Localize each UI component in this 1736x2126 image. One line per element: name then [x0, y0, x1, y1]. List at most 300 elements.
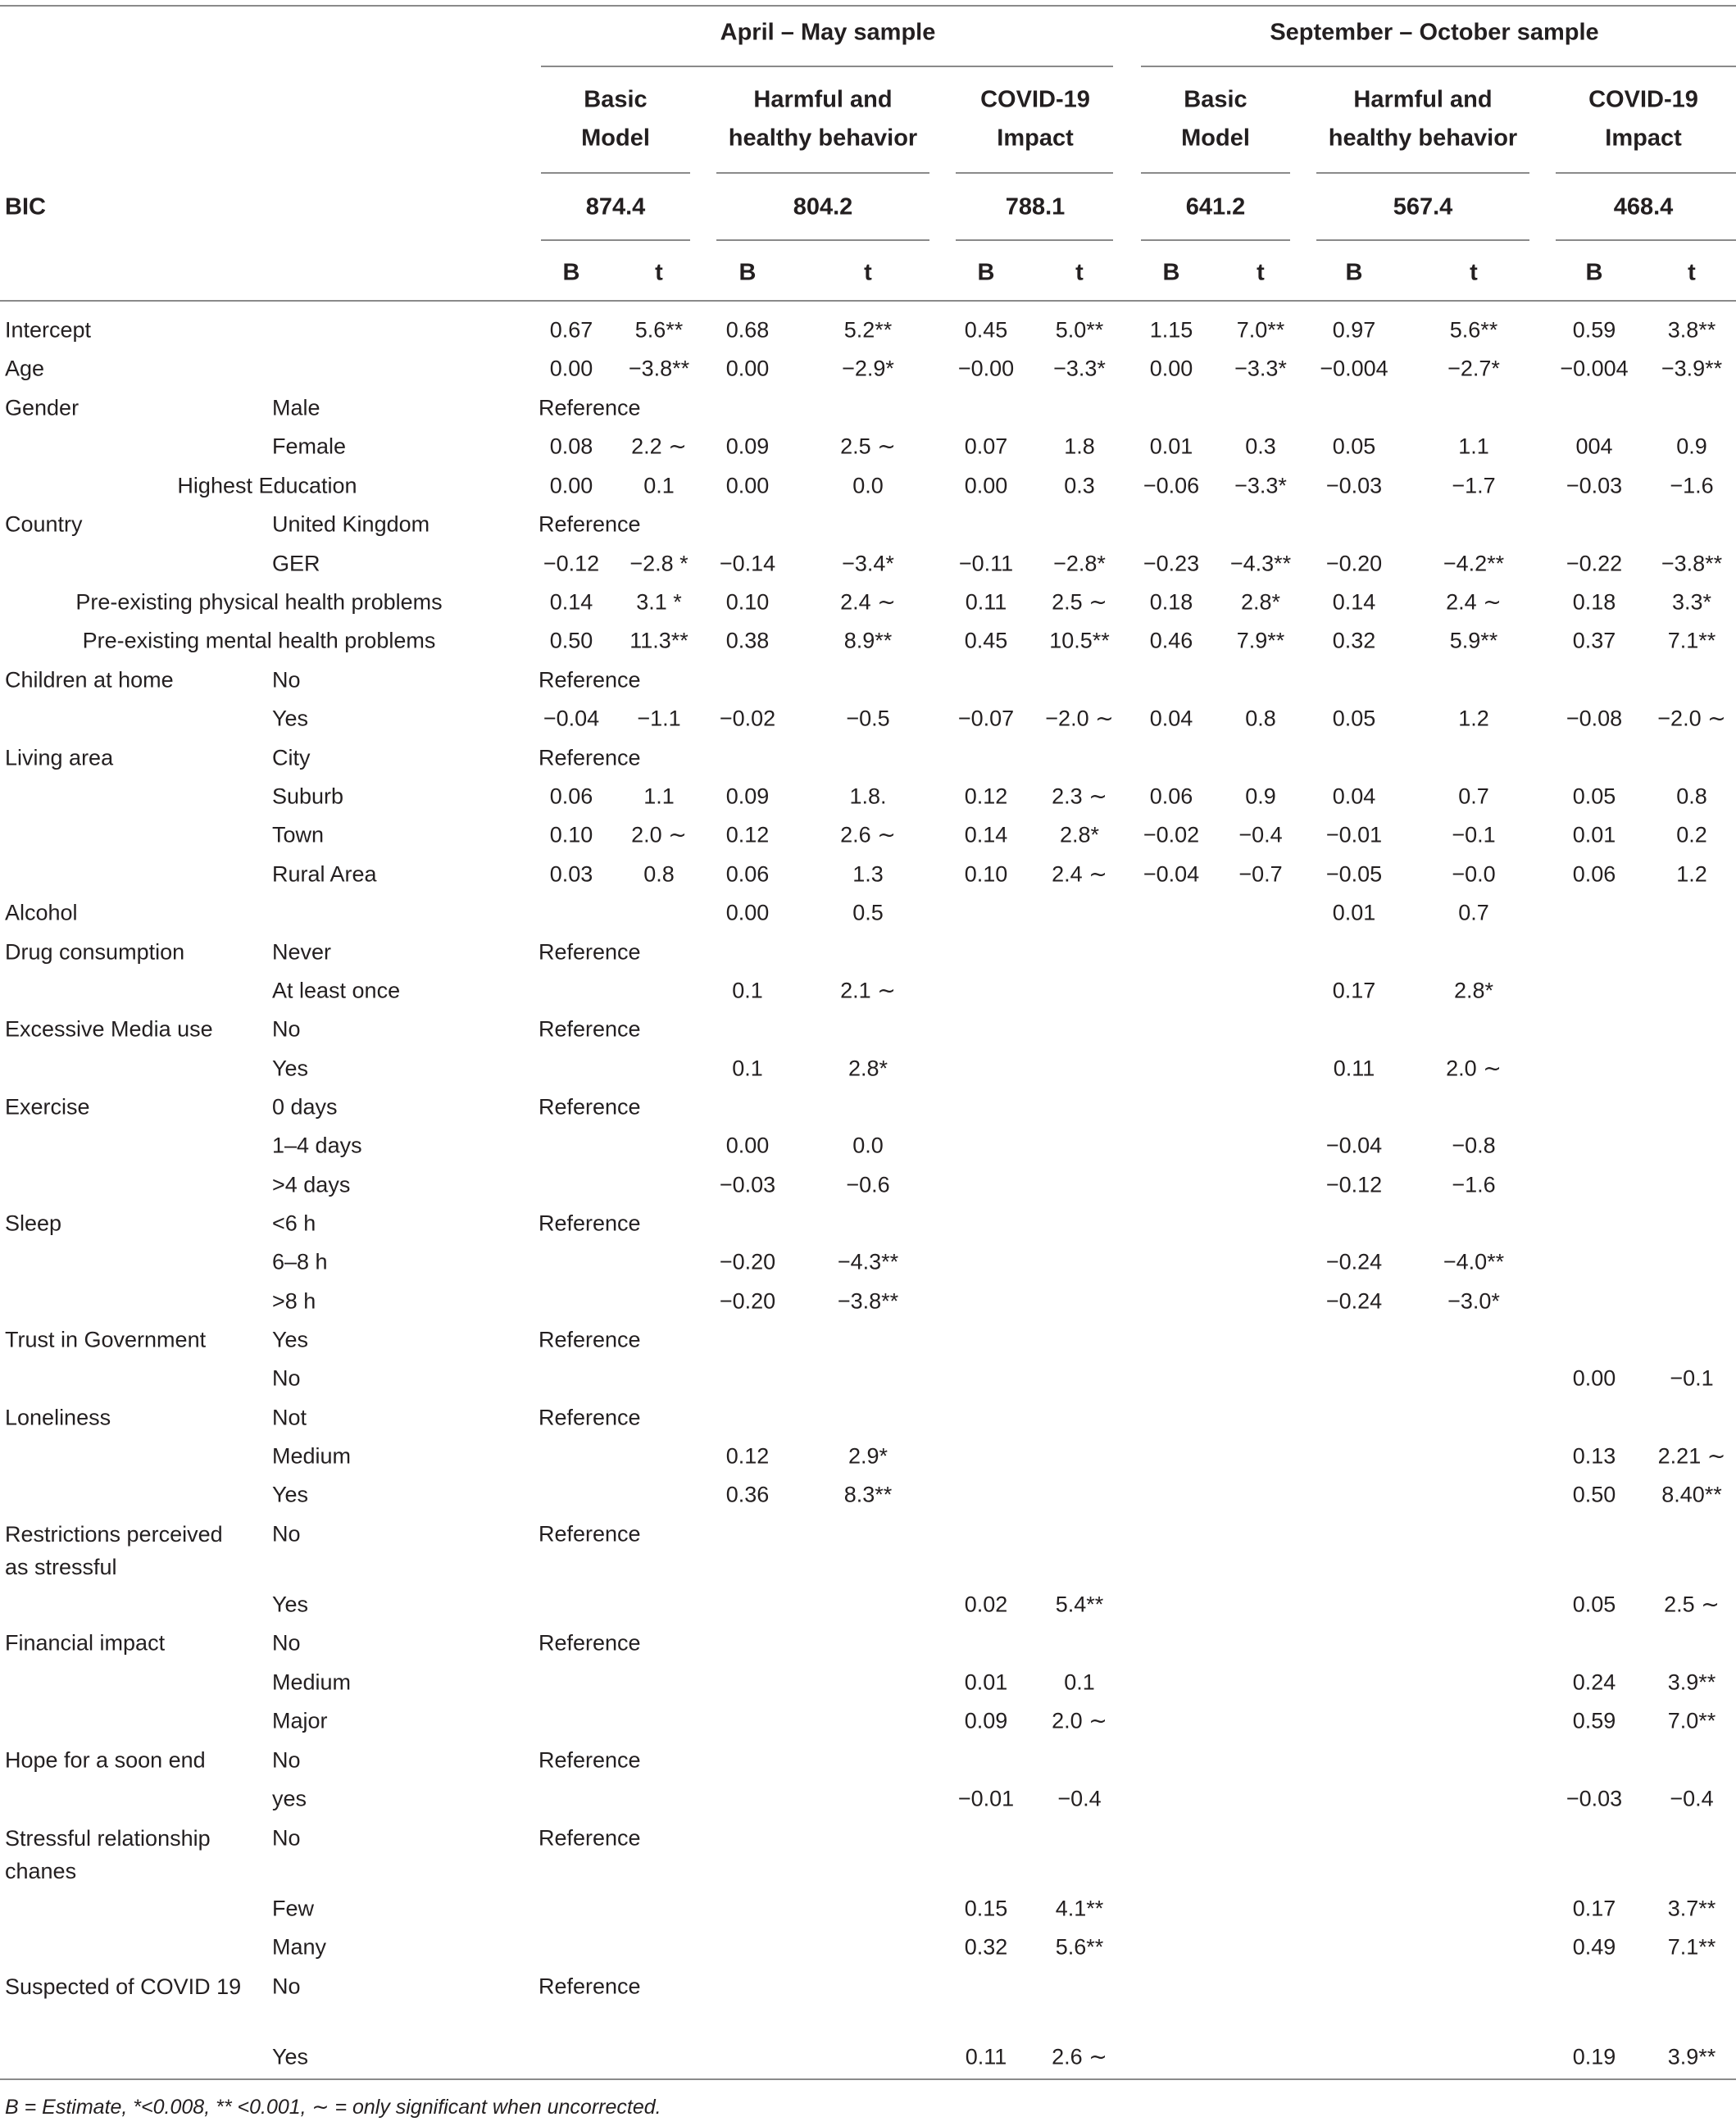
- t-value-cell: 2.3 ∼: [1052, 784, 1107, 809]
- estimate-cell: −0.01: [1325, 822, 1383, 847]
- t-value-cell: 0.5: [852, 900, 884, 925]
- estimate-cell: 0.24: [1572, 1669, 1616, 1695]
- estimate-cell: −0.11: [958, 551, 1014, 576]
- estimate-cell: 0.38: [725, 628, 770, 653]
- row-sublabel: Suburb: [272, 784, 344, 809]
- t-value-cell: 11.3**: [629, 628, 688, 653]
- estimate-cell: 0.50: [549, 628, 593, 653]
- estimate-cell: 0.00: [725, 473, 770, 498]
- row-sublabel: 1–4 days: [272, 1133, 362, 1158]
- estimate-cell: 0.45: [964, 628, 1008, 653]
- model-header-line1: Basic: [584, 86, 648, 113]
- estimate-cell: 0.00: [725, 1133, 770, 1158]
- row-sublabel: Yes: [272, 706, 309, 731]
- estimate-cell: −0.24: [1325, 1288, 1383, 1314]
- t-value-cell: 3.9**: [1667, 1669, 1716, 1695]
- row-sublabel: Town: [272, 822, 325, 847]
- t-value-cell: 0.1: [643, 473, 675, 498]
- estimate-cell: −0.01: [957, 1786, 1015, 1811]
- model-header-line1: Harmful and: [753, 86, 893, 113]
- t-value-cell: 2.0 ∼: [631, 822, 687, 847]
- row-label: Hope for a soon end: [5, 1747, 206, 1773]
- bic-value: 874.4: [585, 193, 646, 220]
- t-value-cell: −4.3**: [1229, 551, 1292, 576]
- bic-value: 468.4: [1613, 193, 1674, 220]
- bic-rule: [956, 239, 1113, 241]
- b-header: B: [562, 259, 580, 286]
- t-value-cell: 2.5 ∼: [1052, 589, 1107, 615]
- estimate-cell: 0.00: [1149, 356, 1193, 381]
- t-value-cell: 2.4 ∼: [1446, 589, 1502, 615]
- estimate-cell: 0.04: [1149, 706, 1193, 731]
- bic-rule: [541, 239, 690, 241]
- estimate-cell: −0.06: [1143, 473, 1200, 498]
- t-value-cell: 7.0**: [1236, 317, 1285, 343]
- t-value-cell: 2.8*: [1059, 822, 1100, 847]
- model-header-line2: Model: [1181, 125, 1250, 152]
- group-rule-april: [541, 66, 1113, 67]
- t-value-cell: 3.7**: [1667, 1896, 1716, 1921]
- estimate-cell: 0.01: [1332, 900, 1376, 925]
- t-value-cell: 2.5 ∼: [1664, 1592, 1720, 1617]
- bic-value: 641.2: [1185, 193, 1246, 220]
- estimate-cell: 0.59: [1572, 317, 1616, 343]
- reference-cell: Reference: [539, 1211, 641, 1236]
- row-label: Excessive Media use: [5, 1016, 213, 1042]
- row-label: Country: [5, 511, 83, 537]
- t-value-cell: 3.9**: [1667, 2044, 1716, 2069]
- t-header: t: [864, 259, 872, 286]
- t-value-cell: −0.0: [1452, 861, 1496, 887]
- estimate-cell: 1.15: [1149, 317, 1193, 343]
- row-sublabel: >8 h: [272, 1288, 316, 1314]
- t-value-cell: 2.5 ∼: [840, 434, 896, 459]
- t-value-cell: 2.8*: [1453, 978, 1494, 1003]
- t-header: t: [1688, 259, 1696, 286]
- row-sublabel: No: [272, 667, 301, 693]
- t-value-cell: 5.6**: [1449, 317, 1498, 343]
- model-rule: [1556, 172, 1736, 174]
- t-value-cell: 0.2: [1676, 822, 1707, 847]
- estimate-cell: 0.09: [725, 784, 770, 809]
- estimate-cell: 0.11: [965, 2044, 1007, 2069]
- t-value-cell: −0.8: [1452, 1133, 1496, 1158]
- row-label: Gender: [5, 395, 80, 420]
- estimate-cell: 0.50: [1572, 1482, 1616, 1507]
- reference-cell: Reference: [539, 745, 641, 770]
- reference-cell: Reference: [539, 1747, 641, 1773]
- model-rule: [1141, 172, 1290, 174]
- t-value-cell: 10.5**: [1049, 628, 1110, 653]
- row-sublabel: Medium: [272, 1669, 352, 1695]
- row-sublabel: No: [272, 1630, 301, 1656]
- t-value-cell: 1.2: [1676, 861, 1707, 887]
- estimate-cell: 0.06: [725, 861, 770, 887]
- row-sublabel: Yes: [272, 1482, 309, 1507]
- row-label: Exercise: [5, 1094, 90, 1120]
- model-rule: [1316, 172, 1529, 174]
- estimate-cell: −0.20: [719, 1249, 776, 1274]
- row-sublabel: Yes: [272, 1327, 309, 1352]
- row-sublabel: <6 h: [272, 1211, 316, 1236]
- estimate-cell: 0.97: [1332, 317, 1376, 343]
- estimate-cell: 0.14: [549, 589, 593, 615]
- t-value-cell: 1.3: [852, 861, 884, 887]
- estimate-cell: −0.12: [1325, 1172, 1383, 1197]
- reference-cell: Reference: [539, 1094, 641, 1120]
- estimate-cell: 0.17: [1332, 978, 1376, 1003]
- t-value-cell: −2.0 ∼: [1657, 706, 1726, 731]
- bic-value: 567.4: [1393, 193, 1453, 220]
- t-value-cell: 5.9**: [1449, 628, 1498, 653]
- estimate-cell: −0.05: [1325, 861, 1383, 887]
- estimate-cell: −0.07: [957, 706, 1015, 731]
- row-label: Alcohol: [5, 900, 78, 925]
- row-label: Children at home: [5, 667, 174, 693]
- estimate-cell: 0.12: [964, 784, 1008, 809]
- row-sublabel: >4 days: [272, 1172, 351, 1197]
- estimate-cell: −0.03: [1566, 1786, 1623, 1811]
- estimate-cell: 0.06: [1572, 861, 1616, 887]
- estimate-cell: 0.1: [732, 1056, 763, 1081]
- row-sublabel: Female: [272, 434, 347, 459]
- row-label: Pre-existing mental health problems: [82, 628, 436, 653]
- bic-rule: [716, 239, 929, 241]
- t-value-cell: 1.8.: [849, 784, 887, 809]
- t-value-cell: 4.1**: [1055, 1896, 1104, 1921]
- row-sublabel: yes: [272, 1786, 307, 1811]
- t-value-cell: 1.2: [1458, 706, 1489, 731]
- t-value-cell: 0.1: [1064, 1669, 1095, 1695]
- estimate-cell: −0.02: [1143, 822, 1200, 847]
- t-header: B: [1585, 259, 1603, 286]
- estimate-cell: 0.1: [732, 978, 763, 1003]
- estimate-cell: 0.10: [549, 822, 593, 847]
- estimate-cell: 0.12: [725, 1443, 770, 1469]
- estimate-cell: 0.05: [1572, 784, 1616, 809]
- reference-cell: Reference: [539, 1630, 641, 1656]
- model-header-line1: COVID-19: [1588, 86, 1698, 113]
- t-value-cell: 0.8: [1676, 784, 1707, 809]
- t-value-cell: 2.6 ∼: [840, 822, 896, 847]
- t-value-cell: −0.4: [1238, 822, 1283, 847]
- row-label: Intercept: [5, 317, 92, 343]
- t-value-cell: 2.21 ∼: [1657, 1443, 1726, 1469]
- group-header-april-may: April – May sample: [720, 19, 936, 46]
- estimate-cell: 0.00: [725, 356, 770, 381]
- estimate-cell: −0.22: [1566, 551, 1623, 576]
- t-value-cell: 2.9*: [848, 1443, 888, 1469]
- estimate-cell: 0.68: [725, 317, 770, 343]
- estimate-cell: 0.36: [725, 1482, 770, 1507]
- row-sublabel: Major: [272, 1708, 328, 1733]
- t-value-cell: 8.9**: [843, 628, 893, 653]
- row-sublabel: Never: [272, 939, 332, 965]
- row-sublabel: 0 days: [272, 1094, 338, 1120]
- t-value-cell: 5.4**: [1055, 1592, 1104, 1617]
- t-header: t: [655, 259, 663, 286]
- row-sublabel: Yes: [272, 1592, 309, 1617]
- t-value-cell: −4.3**: [837, 1249, 899, 1274]
- header-bottom-rule: [0, 300, 1736, 302]
- estimate-cell: 0.05: [1572, 1592, 1616, 1617]
- row-sublabel: Yes: [272, 1056, 309, 1081]
- row-label: Highest Education: [177, 473, 357, 498]
- t-value-cell: −0.4: [1057, 1786, 1102, 1811]
- row-sublabel: Rural Area: [272, 861, 377, 887]
- estimate-cell: 0.02: [964, 1592, 1008, 1617]
- estimate-cell: 0.06: [549, 784, 593, 809]
- estimate-cell: 0.01: [964, 1669, 1008, 1695]
- row-sublabel: No: [272, 1521, 301, 1547]
- t-value-cell: 7.1**: [1667, 1934, 1716, 1960]
- reference-cell: Reference: [539, 939, 641, 965]
- estimate-cell: −0.02: [719, 706, 776, 731]
- estimate-cell: 0.11: [1333, 1056, 1375, 1081]
- row-label: Living area: [5, 745, 114, 770]
- t-value-cell: 8.40**: [1661, 1482, 1722, 1507]
- estimate-cell: 0.32: [964, 1934, 1008, 1960]
- estimate-cell: −0.03: [719, 1172, 776, 1197]
- t-value-cell: 3.8**: [1667, 317, 1716, 343]
- estimate-cell: 0.12: [725, 822, 770, 847]
- t-value-cell: 1.1: [643, 784, 675, 809]
- t-value-cell: 2.6 ∼: [1052, 2044, 1107, 2069]
- estimate-cell: −0.03: [1566, 473, 1623, 498]
- estimate-cell: 0.17: [1572, 1896, 1616, 1921]
- t-value-cell: −3.9**: [1661, 356, 1723, 381]
- t-value-cell: −2.0 ∼: [1045, 706, 1114, 731]
- t-value-cell: −0.1: [1452, 822, 1496, 847]
- t-value-cell: 0.0: [852, 1133, 884, 1158]
- row-sublabel: 6–8 h: [272, 1249, 328, 1274]
- model-header-line1: Basic: [1184, 86, 1247, 113]
- row-sublabel: Male: [272, 395, 320, 420]
- bic-value: 788.1: [1005, 193, 1066, 220]
- t-value-cell: 0.8: [643, 861, 675, 887]
- row-sublabel: Few: [272, 1896, 315, 1921]
- estimate-cell: −0.04: [543, 706, 600, 731]
- estimate-cell: 0.10: [964, 861, 1008, 887]
- top-rule: [0, 5, 1736, 7]
- estimate-cell: −0.20: [719, 1288, 776, 1314]
- t-value-cell: −2.8*: [1053, 551, 1106, 576]
- estimate-cell: −0.23: [1143, 551, 1200, 576]
- row-label: Pre-existing physical health problems: [75, 589, 443, 615]
- reference-cell: Reference: [539, 1016, 641, 1042]
- t-value-cell: 2.8*: [848, 1056, 888, 1081]
- t-value-cell: −4.0**: [1443, 1249, 1505, 1274]
- estimate-cell: −0.14: [719, 551, 776, 576]
- estimate-cell: 0.19: [1572, 2044, 1616, 2069]
- row-label: Loneliness: [5, 1405, 111, 1430]
- model-header-line1: COVID-19: [980, 86, 1090, 113]
- model-header-line1: Harmful and: [1353, 86, 1493, 113]
- t-value-cell: −3.8**: [628, 356, 690, 381]
- row-sublabel: No: [272, 1016, 301, 1042]
- t-value-cell: 2.8*: [1240, 589, 1281, 615]
- table-footnote: B = Estimate, *<0.008, ** <0.001, ∼ = only significant when uncorrected.: [5, 2096, 661, 2119]
- bottom-rule: [0, 2078, 1736, 2080]
- t-value-cell: 0.3: [1245, 434, 1276, 459]
- t-value-cell: 1.1: [1458, 434, 1489, 459]
- t-value-cell: −2.9*: [842, 356, 894, 381]
- t-value-cell: 2.4 ∼: [1052, 861, 1107, 887]
- estimate-cell: 0.59: [1572, 1708, 1616, 1733]
- t-value-cell: 5.2**: [843, 317, 893, 343]
- bic-rule: [1556, 239, 1736, 241]
- reference-cell: Reference: [539, 395, 641, 420]
- model-rule: [541, 172, 690, 174]
- t-value-cell: 7.1**: [1667, 628, 1716, 653]
- t-value-cell: 2.2 ∼: [631, 434, 687, 459]
- t-value-cell: −0.4: [1670, 1786, 1714, 1811]
- t-header: t: [1075, 259, 1084, 286]
- row-label: Trust in Government: [5, 1327, 207, 1352]
- t-value-cell: −1.6: [1452, 1172, 1496, 1197]
- row-sublabel: No: [272, 1747, 301, 1773]
- reference-cell: Reference: [539, 667, 641, 693]
- t-value-cell: 0.8: [1245, 706, 1276, 731]
- estimate-cell: 0.01: [1572, 822, 1616, 847]
- model-header-line2: Impact: [1605, 125, 1682, 152]
- estimate-cell: 0.11: [965, 589, 1007, 615]
- reference-cell: Reference: [539, 1327, 641, 1352]
- t-value-cell: 5.0**: [1055, 317, 1104, 343]
- estimate-cell: 0.00: [1572, 1365, 1616, 1391]
- row-label: Drug consumption: [5, 939, 185, 965]
- model-rule: [716, 172, 929, 174]
- reference-cell: Reference: [539, 1405, 641, 1430]
- estimate-cell: 0.14: [1332, 589, 1376, 615]
- t-value-cell: 1.8: [1064, 434, 1095, 459]
- bic-value: 804.2: [793, 193, 853, 220]
- t-header: t: [1257, 259, 1265, 286]
- t-header: t: [1470, 259, 1478, 286]
- estimate-cell: −0.24: [1325, 1249, 1383, 1274]
- t-value-cell: 2.0 ∼: [1446, 1056, 1502, 1081]
- t-value-cell: −3.3*: [1053, 356, 1106, 381]
- t-value-cell: 5.6**: [1055, 1934, 1104, 1960]
- estimate-cell: 0.18: [1149, 589, 1193, 615]
- reference-cell: Reference: [539, 511, 641, 537]
- t-value-cell: 3.1 *: [636, 589, 682, 615]
- row-label: Financial impact: [5, 1630, 166, 1656]
- t-value-cell: 8.3**: [843, 1482, 893, 1507]
- t-value-cell: −3.8**: [837, 1288, 899, 1314]
- t-value-cell: −0.1: [1670, 1365, 1714, 1391]
- estimate-cell: 0.15: [964, 1896, 1008, 1921]
- b-header: B: [1345, 259, 1363, 286]
- row-sublabel: City: [272, 745, 311, 770]
- estimate-cell: 0.67: [549, 317, 593, 343]
- t-value-cell: −2.7*: [1447, 356, 1500, 381]
- t-value-cell: −3.0*: [1447, 1288, 1500, 1314]
- model-header-line2: healthy behavior: [728, 125, 918, 152]
- row-label: Sleep: [5, 1211, 62, 1236]
- t-value-cell: 0.0: [852, 473, 884, 498]
- reference-cell: Reference: [539, 1825, 641, 1851]
- bic-label: BIC: [5, 193, 46, 220]
- estimate-cell: 0.49: [1572, 1934, 1616, 1960]
- estimate-cell: −0.08: [1566, 706, 1623, 731]
- estimate-cell: 0.45: [964, 317, 1008, 343]
- estimate-cell: 0.46: [1149, 628, 1193, 653]
- estimate-cell: 0.05: [1332, 434, 1376, 459]
- row-label: Suspected of COVID 19: [5, 1974, 242, 1999]
- row-sublabel: GER: [272, 551, 320, 576]
- estimate-cell: 0.13: [1572, 1443, 1616, 1469]
- row-sublabel: Many: [272, 1934, 327, 1960]
- group-rule-september: [1141, 66, 1736, 67]
- t-value-cell: 7.0**: [1667, 1708, 1716, 1733]
- estimate-cell: 0.06: [1149, 784, 1193, 809]
- model-header-line2: healthy behavior: [1328, 125, 1518, 152]
- row-sublabel: No: [272, 1825, 301, 1851]
- row-sublabel: United Kingdom: [272, 511, 430, 537]
- t-value-cell: 0.7: [1458, 900, 1489, 925]
- estimate-cell: 004: [1575, 434, 1613, 459]
- b-header: B: [1162, 259, 1180, 286]
- t-value-cell: −4.2**: [1443, 551, 1505, 576]
- t-value-cell: −3.8**: [1661, 551, 1723, 576]
- estimate-cell: 0.04: [1332, 784, 1376, 809]
- t-value-cell: −1.7: [1452, 473, 1496, 498]
- group-header-september-october: September – October sample: [1270, 19, 1599, 46]
- estimate-cell: −0.20: [1325, 551, 1383, 576]
- t-value-cell: −1.6: [1670, 473, 1714, 498]
- t-value-cell: 0.9: [1676, 434, 1707, 459]
- estimate-cell: 0.32: [1332, 628, 1376, 653]
- row-label: Age: [5, 356, 45, 381]
- estimate-cell: 0.10: [725, 589, 770, 615]
- estimate-cell: −0.04: [1325, 1133, 1383, 1158]
- estimate-cell: 0.18: [1572, 589, 1616, 615]
- bic-rule: [1141, 239, 1290, 241]
- estimate-cell: 0.37: [1572, 628, 1616, 653]
- t-value-cell: 5.6**: [634, 317, 684, 343]
- estimate-cell: −0.12: [543, 551, 600, 576]
- bic-rule: [1316, 239, 1529, 241]
- t-value-cell: 2.1 ∼: [840, 978, 896, 1003]
- estimate-cell: 0.09: [964, 1708, 1008, 1733]
- t-value-cell: 7.9**: [1236, 628, 1285, 653]
- row-sublabel: No: [272, 1365, 301, 1391]
- model-header-line2: Impact: [997, 125, 1074, 152]
- reference-cell: Reference: [539, 1974, 641, 1999]
- b-header: B: [738, 259, 757, 286]
- estimate-cell: 0.14: [964, 822, 1008, 847]
- estimate-cell: −0.004: [1560, 356, 1629, 381]
- row-label: Stressful relationship chanes: [5, 1826, 211, 1883]
- estimate-cell: 0.00: [964, 473, 1008, 498]
- t-value-cell: 0.3: [1064, 473, 1095, 498]
- t-value-cell: −1.1: [637, 706, 681, 731]
- row-sublabel: Yes: [272, 2044, 309, 2069]
- estimate-cell: 0.03: [549, 861, 593, 887]
- t-value-cell: 2.4 ∼: [840, 589, 896, 615]
- t-value-cell: −0.5: [846, 706, 890, 731]
- estimate-cell: −0.03: [1325, 473, 1383, 498]
- t-value-cell: −3.3*: [1234, 356, 1287, 381]
- t-value-cell: 0.7: [1458, 784, 1489, 809]
- t-value-cell: −0.7: [1238, 861, 1283, 887]
- t-value-cell: −3.4*: [842, 551, 894, 576]
- estimate-cell: 0.00: [549, 473, 593, 498]
- estimate-cell: 0.07: [964, 434, 1008, 459]
- row-sublabel: No: [272, 1974, 301, 1999]
- b-header: B: [977, 259, 995, 286]
